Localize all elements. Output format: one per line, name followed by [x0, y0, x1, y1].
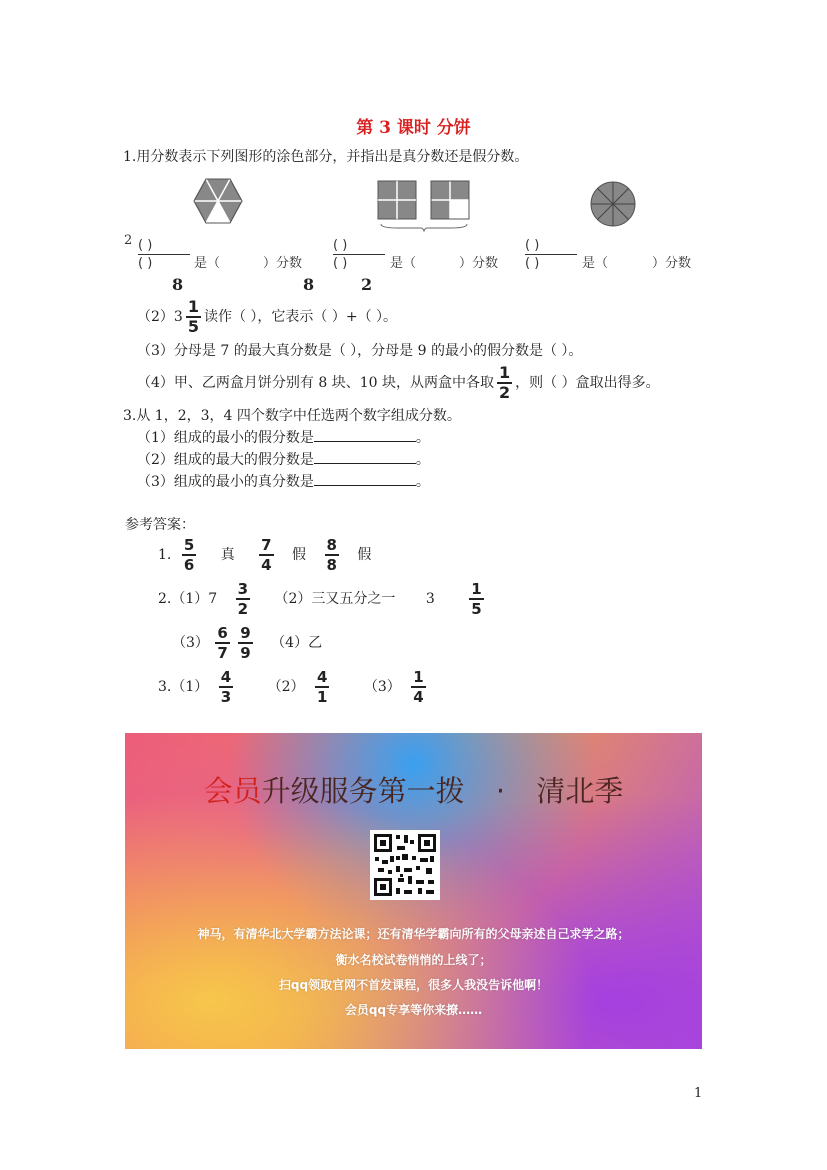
circle-figure: [589, 180, 637, 228]
fraction-blank-den: ( ): [138, 256, 153, 271]
headline-separator: ·: [495, 774, 506, 808]
answer-text: 3: [425, 591, 435, 607]
question-3-item-1: [137, 427, 430, 447]
fraction-blank-num: ( ): [525, 238, 540, 253]
item-text: （3）组成的最小的真分数是: [137, 474, 314, 490]
banner-line: 衡水名校试卷悄悄的上线了；: [335, 953, 492, 967]
answer-fraction: [469, 580, 483, 618]
denominator: 4: [413, 688, 424, 706]
overlap-digit: 2: [361, 275, 373, 294]
numerator: 7: [261, 536, 272, 554]
numerator: 4: [220, 668, 232, 686]
item-text: （4）甲、乙两盒月饼分别有 8 块、10 块，从两盒中各取: [137, 375, 494, 391]
page-number: 1: [694, 1086, 703, 1101]
answer-fraction: [259, 536, 273, 574]
numerator: 1: [187, 297, 199, 316]
answer-2: [158, 580, 490, 618]
denominator: 2: [237, 600, 249, 618]
is-label: 是（: [582, 256, 609, 271]
fraction-blank-2: [333, 238, 385, 271]
denominator: 1: [316, 688, 328, 706]
fraction-blank-num: ( ): [333, 238, 348, 253]
answer-word: 假: [292, 547, 307, 563]
promo-banner[interactable]: [125, 733, 702, 1049]
answer-blank: [314, 472, 416, 486]
fraction-blank-den: ( ): [525, 256, 540, 271]
numerator: 1: [498, 363, 511, 382]
denominator: 4: [261, 556, 272, 574]
answer-blank: [314, 428, 416, 442]
numerator: 9: [240, 624, 251, 642]
item-text: ，则（ ）盒取出得多。: [515, 375, 660, 391]
item-end: 。: [415, 430, 430, 446]
item-text: 读作（ ），它表示（ ）+（ ）。: [203, 309, 398, 325]
answers-heading: 参考答案：: [125, 517, 195, 533]
answer-3: [158, 668, 432, 706]
question-3-item-3: [137, 471, 430, 491]
answer-fraction: [315, 668, 329, 706]
answer-label: 3.（1）: [158, 679, 209, 695]
overlap-digit: 8: [303, 275, 315, 294]
fraction-type-label: ）分数: [263, 256, 303, 271]
page-title: 第 3 课时 分饼: [356, 118, 471, 138]
qr-code-icon[interactable]: [370, 830, 440, 900]
answer-fraction: [219, 668, 233, 706]
answer-fraction: [236, 580, 250, 618]
overlap-digit: 2: [124, 233, 133, 248]
item-end: 。: [415, 452, 430, 468]
answer-text: （2）三又五分之一: [274, 591, 396, 607]
denominator: 5: [187, 317, 199, 336]
item-prefix: （2）3: [137, 309, 183, 325]
answer-label: （2）: [267, 679, 305, 695]
answer-label: 2.（1）7: [158, 591, 218, 607]
numerator: 6: [217, 624, 228, 642]
numerator: 1: [471, 580, 482, 598]
denominator: 7: [217, 644, 228, 662]
hexagon-figure: [193, 178, 243, 224]
question-3: 3.从 1，2，3，4 四个数字中任选两个数字组成分数。: [123, 408, 461, 424]
answer-blank: [314, 450, 416, 464]
question-3-item-2: [137, 449, 430, 469]
answer-text: （4）乙: [271, 635, 323, 651]
is-label: 是（: [194, 256, 221, 271]
answer-fraction: [215, 624, 229, 662]
fraction-blank-3: [525, 238, 577, 271]
fraction-blank-den: ( ): [333, 256, 348, 271]
headline-highlight: 会员: [203, 774, 262, 808]
item-end: 。: [415, 474, 430, 490]
fraction-blank-1: [138, 238, 190, 271]
banner-headline: [125, 769, 702, 810]
fraction-type-label: ）分数: [652, 256, 692, 271]
item-text: （1）组成的最小的假分数是: [137, 430, 314, 446]
denominator: 3: [220, 688, 232, 706]
answer-1: [158, 536, 379, 574]
denominator: 2: [498, 383, 511, 402]
squares-figure: [377, 180, 472, 232]
overlap-digit: 8: [172, 275, 184, 294]
is-label: 是（: [390, 256, 417, 271]
numerator: 4: [316, 668, 328, 686]
fraction-blank-num: ( ): [138, 238, 153, 253]
banner-line: 扫qq领取官网不首发课程，很多人我没告诉他啊！: [278, 978, 549, 992]
numerator: 1: [413, 668, 424, 686]
denominator: 6: [183, 556, 195, 574]
answer-word: 真: [220, 547, 235, 563]
answer-label: （3）: [363, 679, 401, 695]
question-2-item-4: [137, 364, 660, 402]
fraction-bar: [525, 254, 577, 255]
question-2-item-2: [137, 298, 397, 336]
question-1: 1.用分数表示下列图形的涂色部分，并指出是真分数还是假分数。: [123, 149, 529, 165]
question-2-item-3: （3）分母是 7 的最大真分数是（ ），分母是 9 的最小的假分数是（ ）。: [137, 343, 583, 359]
fraction-bar: [138, 254, 190, 255]
denominator: 8: [326, 556, 337, 574]
numerator: 5: [183, 536, 195, 554]
numerator: 3: [237, 580, 249, 598]
mixed-number-fraction: [186, 298, 201, 336]
item-text: （2）组成的最大的假分数是: [137, 452, 314, 468]
answer-fraction: [325, 536, 339, 574]
answer-2-continued: [172, 624, 322, 662]
fraction-type-label: ）分数: [459, 256, 499, 271]
banner-line: 会员qq专享等你来撩……: [344, 1003, 483, 1017]
answer-word: 假: [357, 547, 372, 563]
numerator: 8: [326, 536, 337, 554]
banner-line: 神马，有清华北大学霸方法论课；还有清华学霸向所有的父母亲述自己求学之路；: [197, 927, 630, 941]
headline-text: 清北季: [536, 774, 624, 808]
answer-fraction: [411, 668, 425, 706]
half-fraction: [497, 364, 512, 402]
answer-fraction: [238, 624, 252, 662]
answer-label: 1.: [158, 547, 172, 563]
denominator: 5: [471, 600, 482, 618]
fraction-bar: [333, 254, 385, 255]
headline-text: 升级服务第一拨: [261, 774, 465, 808]
denominator: 9: [240, 644, 251, 662]
answer-label: （3）: [172, 635, 209, 651]
answer-fraction: [182, 536, 196, 574]
